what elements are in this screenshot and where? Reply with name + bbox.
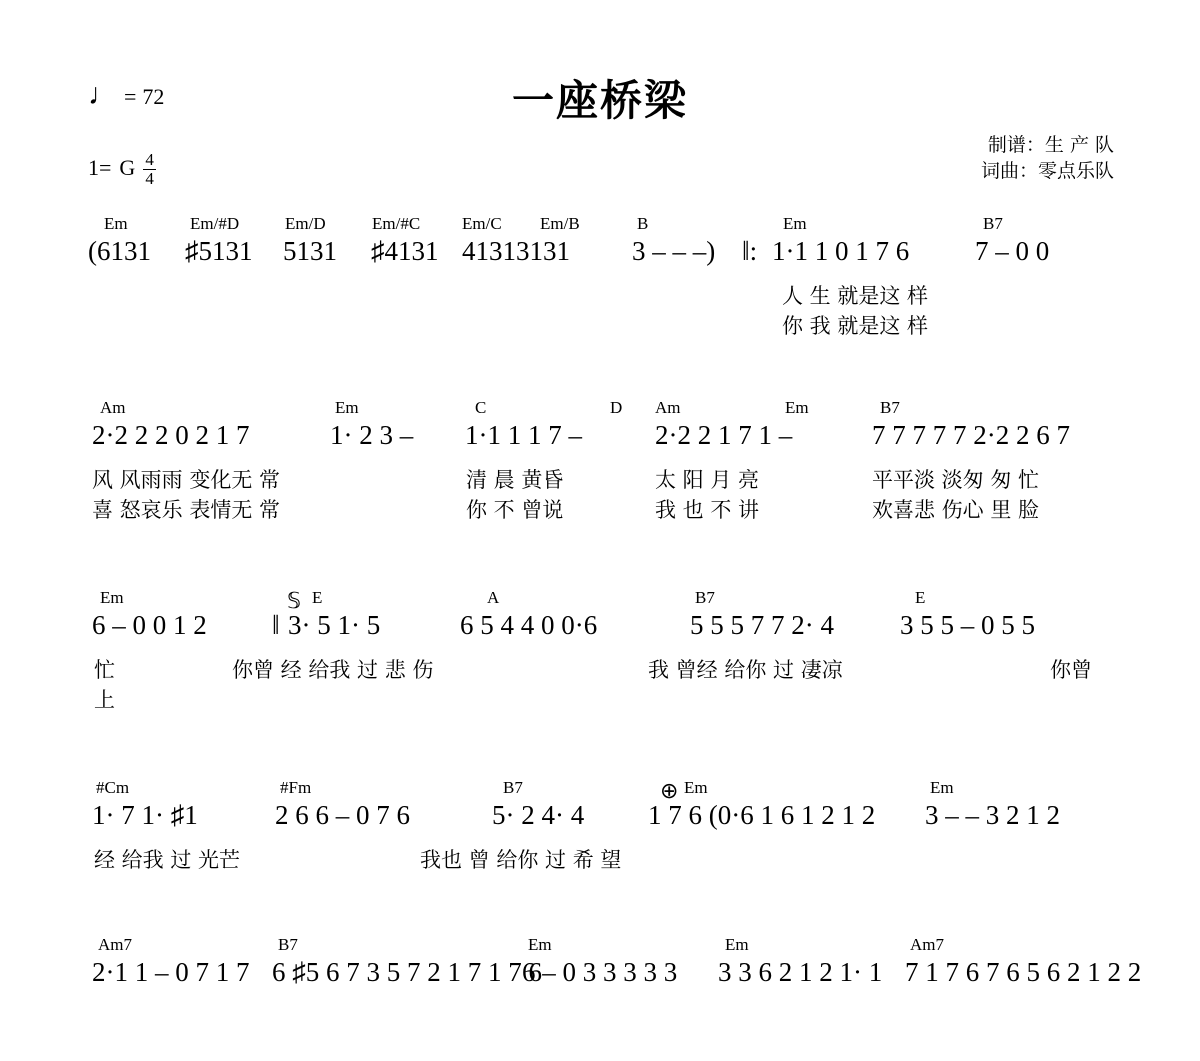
lyric-segment: 清 晨 黄昏 <box>466 468 564 492</box>
note-group: 41313131 <box>462 236 570 266</box>
note-group: 3· 5 1· 5 <box>288 610 381 640</box>
note-group: 3 5 5 – 0 5 5 <box>900 610 1035 640</box>
chord-symbol: #Cm <box>96 778 130 797</box>
credit-arranger: 制谱：生 产 队 <box>987 134 1114 156</box>
chord-symbol: Em/D <box>285 214 326 233</box>
note-group: 5 5 5 7 7 2· 4 <box>690 610 834 640</box>
note-group: ‖: <box>742 236 758 266</box>
chord-symbol: Em <box>930 778 954 797</box>
note-group: 7 1 7 6 7 6 5 6 2 1 2 2 <box>905 957 1142 987</box>
lyrics-line-2 <box>0 310 1200 340</box>
note-group: (6131 <box>88 236 151 266</box>
chord-symbol: C <box>475 398 487 417</box>
lyric-segment: 我也 曾 给你 过 希 望 <box>420 848 622 872</box>
chord-line <box>0 588 1200 613</box>
lyrics-line-2 <box>0 494 1200 524</box>
lyrics-line-1 <box>0 464 1200 494</box>
music-row <box>0 778 1200 904</box>
note-group: 5131 <box>283 236 337 266</box>
lyric-segment: 平平淡 淡匆 匆 忙 <box>872 468 1040 492</box>
key-signature <box>88 150 156 187</box>
note-group: 2 6 6 – 0 7 6 <box>275 800 410 830</box>
chord-line <box>0 935 1200 957</box>
chord-symbol: Am <box>100 398 126 417</box>
time-signature <box>143 151 156 188</box>
chord-symbol: Em <box>785 398 809 417</box>
chord-symbol: Em <box>100 588 124 607</box>
chord-symbol: Em/B <box>540 214 580 233</box>
notation-line <box>0 420 1200 464</box>
note-group: 1·1 1 0 1 7 6 <box>772 236 910 266</box>
time-signature-denominator: 4 <box>145 168 154 188</box>
note-group: 7 – 0 0 <box>975 236 1050 266</box>
lyric-segment: 风 风雨雨 变化无 常 <box>92 468 281 492</box>
lyric-segment: 你曾 经 给我 过 悲 伤 <box>232 658 434 682</box>
note-group: 2·1 1 – 0 7 1 7 <box>92 957 250 987</box>
tempo-equals: = <box>124 84 137 109</box>
note-group: 6 – 0 3 3 3 3 3 <box>522 957 678 987</box>
note-group: ♯4131 <box>371 236 439 266</box>
chord-symbol: Em <box>684 778 708 797</box>
credits <box>981 132 1114 184</box>
time-signature-numerator: 4 <box>145 150 154 169</box>
chord-symbol: #Fm <box>280 778 312 797</box>
notation-line <box>0 957 1200 1001</box>
lyric-segment: 我 曾经 给你 过 凄凉 <box>648 658 843 682</box>
music-row <box>0 214 1200 340</box>
chord-symbol: B7 <box>880 398 900 417</box>
lyric-segment: 我 也 不 讲 <box>655 498 760 522</box>
lyric-segment: 你 不 曾说 <box>466 498 564 522</box>
quarter-note-icon: ♩ <box>88 78 118 111</box>
note-group: 1 7 6 (0·6 1 6 1 2 1 2 <box>648 800 876 830</box>
note-group: 2·2 2 2 0 2 1 7 <box>92 420 250 450</box>
lyrics-line-1 <box>0 654 1200 684</box>
music-row <box>0 398 1200 524</box>
note-group: 6 – 0 0 1 2 <box>92 610 207 640</box>
note-group: 3 – – –) <box>632 236 716 266</box>
lyric-segment: 人 生 就是这 样 <box>782 284 929 308</box>
chord-symbol: Em <box>528 935 552 954</box>
note-group: 6 5 4 4 0 0·6 <box>460 610 598 640</box>
chord-symbol: A <box>487 588 500 607</box>
chord-symbol: Em/#D <box>190 214 240 233</box>
chord-symbol: E <box>915 588 926 607</box>
lyrics-line-1 <box>0 280 1200 310</box>
notation-line <box>0 610 1200 654</box>
lyric-segment: 上 <box>94 688 115 712</box>
chord-symbol: B <box>637 214 649 233</box>
chord-symbol: E <box>312 588 323 607</box>
lyric-segment: 你曾 <box>1050 658 1092 682</box>
notation-line <box>0 800 1200 844</box>
lyric-segment: 你 我 就是这 样 <box>782 314 929 338</box>
chord-symbol: Em <box>783 214 807 233</box>
lyric-segment: 忙 <box>94 658 115 682</box>
lyric-segment: 经 给我 过 光芒 <box>94 848 241 872</box>
lyrics-line-2 <box>0 1031 1200 1061</box>
note-group: 7 7 7 7 7 2·2 2 6 7 <box>872 420 1070 450</box>
chord-symbol: D <box>610 398 623 417</box>
note-group: 1· 2 3 – <box>330 420 414 450</box>
tempo-value: 72 <box>142 84 165 109</box>
chord-symbol: B7 <box>278 935 298 954</box>
lyrics-line-1 <box>0 1001 1200 1031</box>
note-group: 6 ♯5 6 7 3 5 7 2 1 7 1 7 6 <box>272 957 542 987</box>
note-group: 3 – – 3 2 1 2 <box>925 800 1060 830</box>
notation-line <box>0 236 1200 280</box>
note-group: 5· 2 4· 4 <box>492 800 585 830</box>
music-row <box>0 588 1200 714</box>
lyrics-line-2 <box>0 684 1200 714</box>
chord-symbol: Am7 <box>98 935 132 954</box>
chord-line <box>0 778 1200 803</box>
chord-symbol: Em <box>104 214 128 233</box>
segno-icon: 𝕊 <box>287 588 301 613</box>
chord-symbol: Em/C <box>462 214 502 233</box>
lyrics-line-2 <box>0 874 1200 904</box>
note-group: ♯5131 <box>185 236 253 266</box>
credit-composer: 词曲：零点乐队 <box>980 160 1114 182</box>
lyric-segment: 喜 怒哀乐 表情无 常 <box>92 498 281 522</box>
chord-symbol: B7 <box>503 778 523 797</box>
chord-line <box>0 214 1200 236</box>
note-group: 2·2 2 1 7 1 – <box>655 420 793 450</box>
coda-icon: ⊕ <box>660 778 679 803</box>
lyric-segment: 欢喜悲 伤心 里 脸 <box>872 498 1040 522</box>
chord-symbol: Am <box>655 398 681 417</box>
key-label: 1= <box>88 155 112 181</box>
lyrics-line-1 <box>0 844 1200 874</box>
chord-line <box>0 398 1200 420</box>
note-group: 1·1 1 1 7 – <box>465 420 582 450</box>
music-row <box>0 935 1200 1061</box>
chord-symbol: B7 <box>983 214 1003 233</box>
lyric-segment: 太 阳 月 亮 <box>655 468 760 492</box>
chord-symbol: Am7 <box>910 935 944 954</box>
chord-symbol: Em <box>335 398 359 417</box>
key-value: G <box>119 155 136 181</box>
page-title: 一座桥梁 <box>511 76 688 125</box>
chord-symbol: Em <box>725 935 749 954</box>
chord-symbol: Em/#C <box>372 214 421 233</box>
note-group: ‖ <box>272 610 280 640</box>
note-group: 3 3 6 2 1 2 1· 1 <box>718 957 883 987</box>
chord-symbol: B7 <box>695 588 715 607</box>
note-group: 1· 7 1· ♯1 <box>92 800 198 830</box>
